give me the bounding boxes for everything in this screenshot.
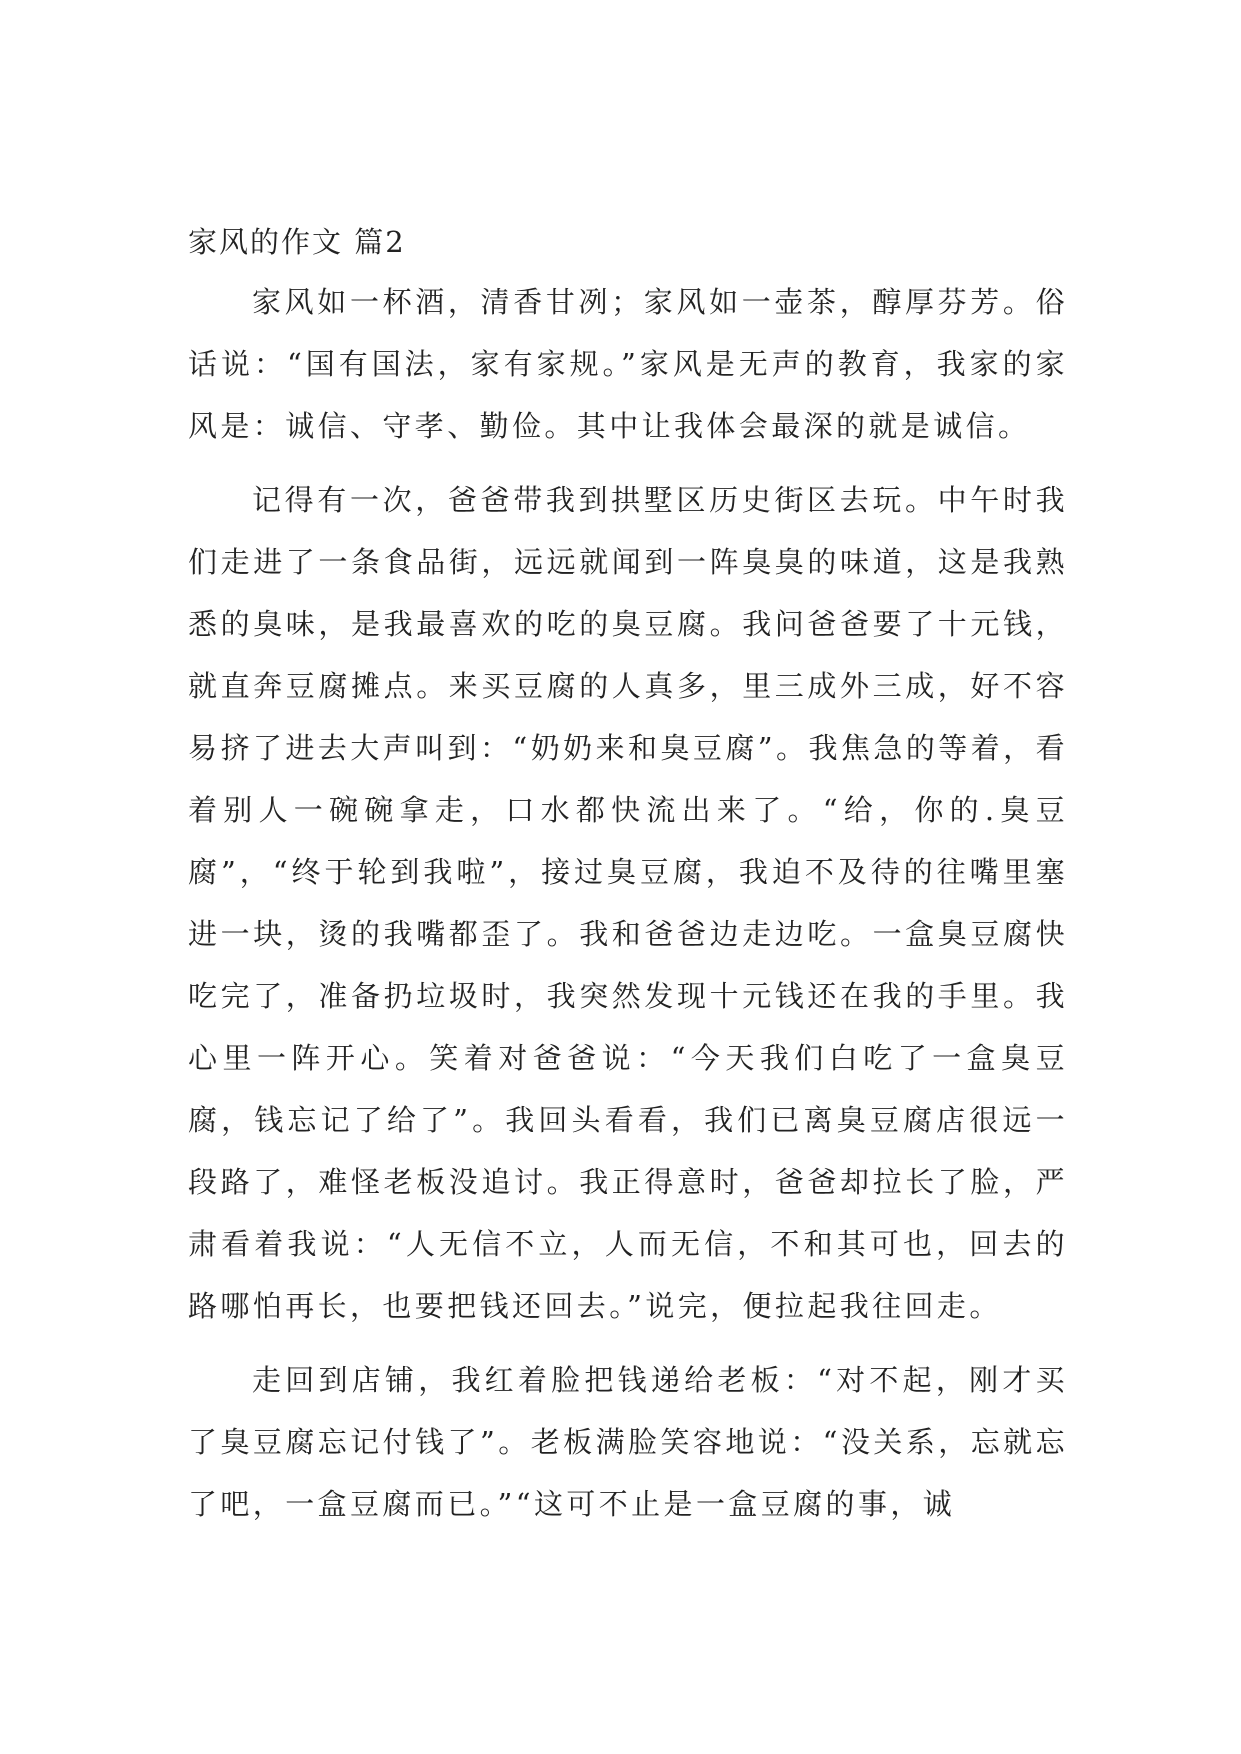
paragraph-2: 记得有一次，爸爸带我到拱墅区历史街区去玩。中午时我们走进了一条食品街，远远就闻到一阵臭臭的味道，这是我熟悉的臭味，是我最喜欢的吃的臭豆腐。我问爸爸要了十元钱，就直奔豆腐摊点。来买豆腐的人真多，里三成外三成，好不容易挤了进去大声叫到：“奶奶来和臭豆腐”。我焦急的等着，看着别人一碗碗拿走，口水都快流出来了。“给，你的.臭豆腐”，“终于轮到我啦”，接过臭豆腐，我迫不及待的往嘴里塞进一块，烫的我嘴都歪了。我和爸爸边走边吃。一盒臭豆腐快吃完了，准备扔垃圾时，我突然发现十元钱还在我的手里。我心里一阵开心。笑着对爸爸说：“今天我们白吃了一盒臭豆腐，钱忘记了给了”。我回头看看，我们已离臭豆腐店很远一段路了，难怪老板没追讨。我正得意时，爸爸却拉长了脸，严肃看着我说：“人无信不立，人而无信，不和其可也，回去的路哪怕再长，也要把钱还回去。”说完，便拉起我往回走。 [188, 483, 1068, 1323]
document-page [188, 222, 1068, 1535]
essay-heading: 家风的作文 篇2 [188, 225, 406, 259]
paragraph-1: 家风如一杯酒，清香甘冽；家风如一壶茶，醇厚芬芳。俗话说：“国有国法，家有家规。”家风是无声的教育，我家的家风是：诚信、守孝、勤俭。其中让我体会最深的就是诚信。 [188, 285, 1068, 443]
paragraph-3: 走回到店铺，我红着脸把钱递给老板：“对不起，刚才买了臭豆腐忘记付钱了”。老板满脸笑容地说：“没关系，忘就忘了吧，一盒豆腐而已。”“这可不止是一盒豆腐的事，诚 [188, 1363, 1068, 1521]
